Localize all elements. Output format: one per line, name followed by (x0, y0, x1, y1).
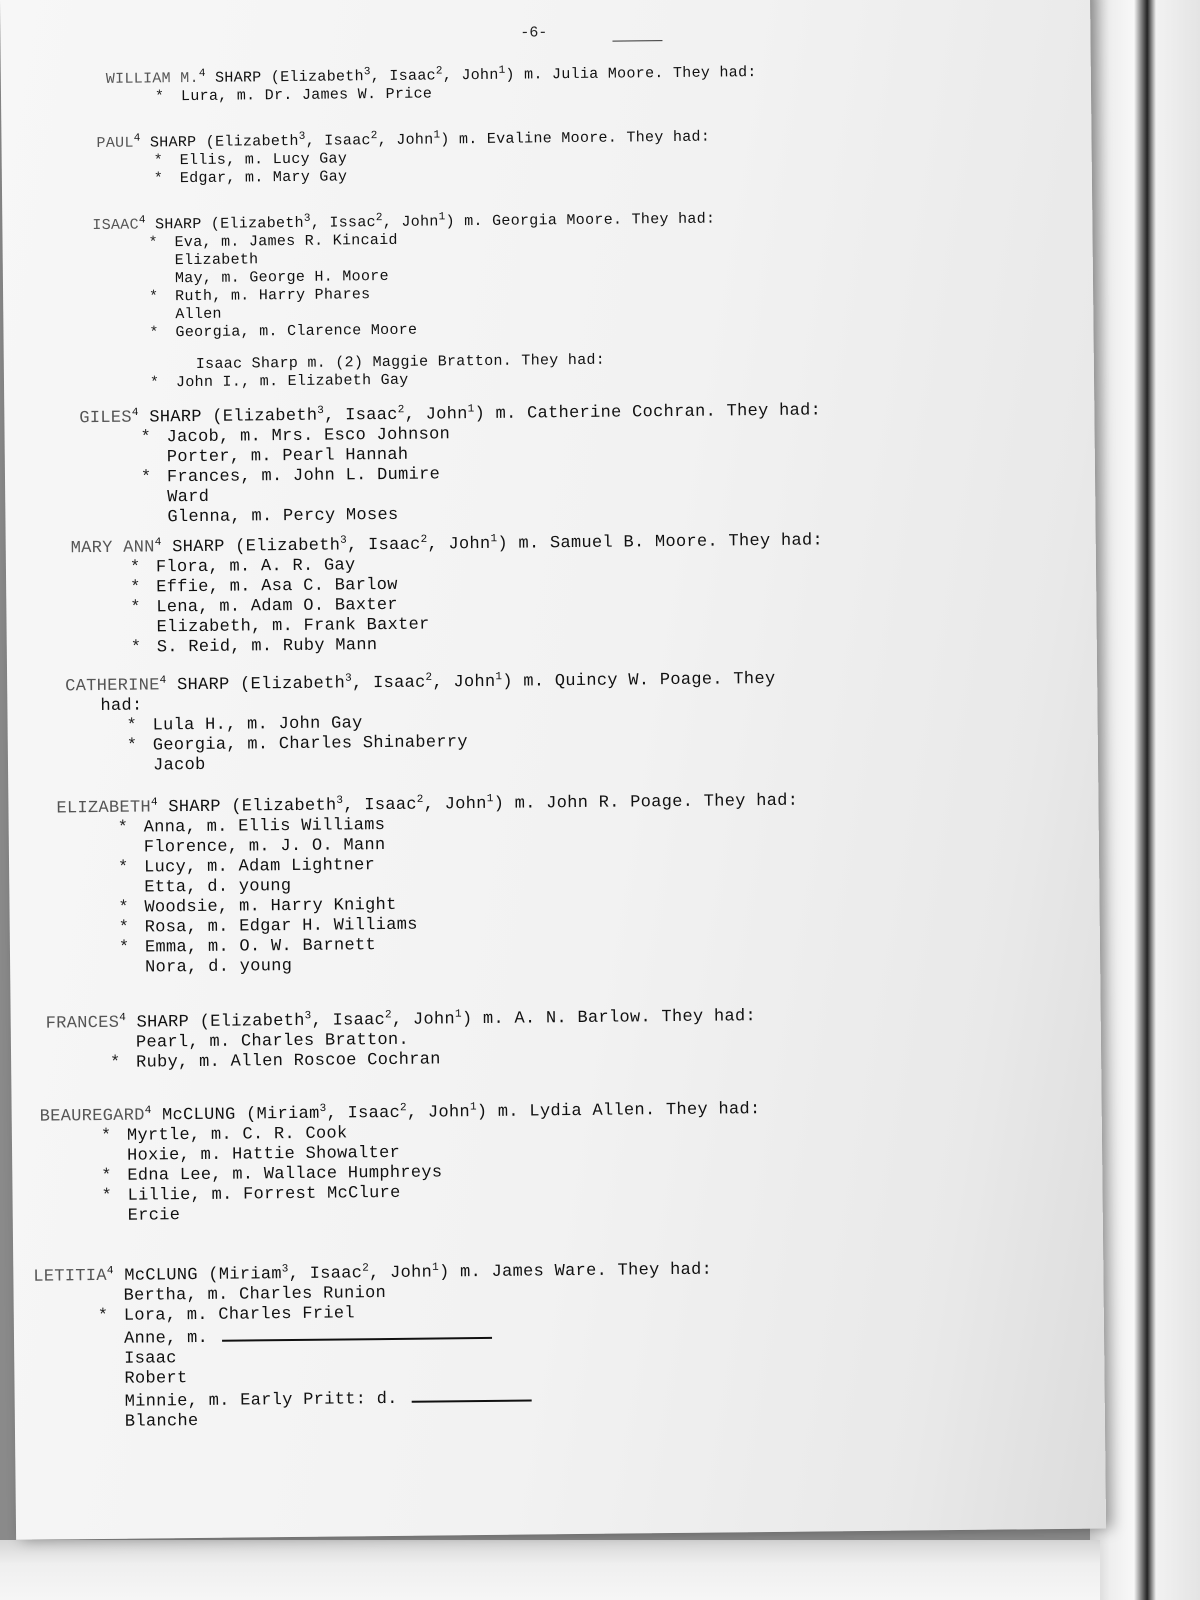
generation-marker: 1 (467, 403, 475, 416)
generation-marker: 3 (304, 1010, 312, 1023)
generation-marker: 4 (150, 796, 158, 809)
generation-marker: 2 (425, 671, 433, 684)
star-marker: * (148, 234, 158, 252)
child-name: Emma, m. O. W. Barnett (144, 936, 377, 958)
star-marker: * (100, 1126, 112, 1147)
lineage-text: , Issac (310, 214, 377, 232)
generation-marker: 2 (370, 130, 378, 143)
lineage-text: McCLUNG (Miriam (151, 1104, 320, 1126)
generation-marker: 2 (384, 1009, 392, 1022)
generation-marker: 3 (319, 1102, 327, 1116)
second-marriage-text: Isaac Sharp m. (2) Maggie Bratton. They had: (195, 351, 606, 373)
child-name: Georgia, m. Clarence Moore (175, 321, 418, 342)
marriage-text: ) m. Evaline Moore. They had: (440, 128, 711, 149)
marriage-text: ) m. Julia Moore. They had: (505, 64, 757, 84)
marriage-text: ) m. Samuel B. Moore. They had: (497, 531, 824, 554)
parent-name: ELIZABETH (56, 798, 152, 819)
generation-marker: 1 (454, 1008, 462, 1021)
generation-marker: 4 (198, 67, 206, 80)
lineage-text: , Isaac (305, 132, 371, 150)
child-name: Blanche (124, 1412, 199, 1432)
lineage-text: SHARP (Elizabeth (205, 68, 364, 87)
generation-marker: 3 (317, 404, 325, 418)
family-entry (96, 129, 710, 189)
star-marker: * (149, 288, 159, 306)
generation-marker: 3 (298, 130, 306, 143)
child-name: Nora, d. young (145, 956, 293, 978)
child-name: Isaac (124, 1349, 177, 1369)
star-marker: * (153, 170, 164, 188)
lineage-text: , Isaac (326, 1103, 401, 1124)
lineage-text: , Isaac (324, 405, 398, 426)
child-name: Edna Lee, m. Wallace Humphreys (127, 1163, 443, 1186)
generation-marker: 2 (375, 212, 383, 225)
child-name: May, m. George H. Moore (174, 267, 389, 288)
marriage-text: ) m. Georgia Moore. They had: (445, 210, 716, 231)
generation-marker: 1 (438, 211, 446, 224)
generation-marker: 1 (433, 129, 441, 142)
parent-name: LETITIA (33, 1266, 107, 1287)
generation-marker: 2 (362, 1262, 370, 1275)
generation-marker: 1 (490, 533, 498, 546)
child-name: Ellis, m. Lucy Gay (179, 150, 348, 170)
blank-line (222, 1323, 492, 1342)
child-name: Ruby, m. Allen Roscoe Cochran (136, 1050, 441, 1073)
family-entry (33, 1261, 713, 1434)
child-name: Porter, m. Pearl Hannah (166, 445, 409, 468)
star-marker: * (153, 152, 164, 170)
lineage-text: , John (442, 66, 499, 85)
child-name: Lura, m. Dr. James W. Price (180, 85, 433, 106)
generation-marker: 1 (498, 64, 506, 77)
generation-marker: 4 (154, 536, 162, 549)
lineage-text: , Isaac (288, 1264, 363, 1285)
child-name: Lora, m. Charles Friel (123, 1304, 355, 1326)
generation-marker: 2 (399, 1102, 407, 1115)
parent-name: BEAUREGARD (39, 1106, 145, 1127)
generation-marker: 2 (435, 65, 443, 78)
star-marker: * (149, 374, 160, 392)
generation-marker: 4 (119, 1012, 127, 1025)
child-name: Anne, m. (123, 1328, 209, 1349)
lineage-text: , John (423, 794, 487, 815)
generation-marker: 3 (303, 212, 311, 225)
family-entry (65, 670, 776, 777)
generation-marker: 2 (416, 793, 424, 807)
child-name: Ward (167, 487, 210, 508)
child-name: Robert (124, 1369, 188, 1389)
generation-marker: 1 (432, 1261, 440, 1274)
lineage-text: , John (406, 1103, 471, 1123)
binder-edge (1090, 0, 1200, 1600)
lineage-text: SHARP (Elizabeth (157, 796, 337, 818)
lineage-text: SHARP (Elizabeth (138, 406, 318, 428)
marriage-text: ) m. A. N. Barlow. They had: (461, 1007, 757, 1030)
lineage-text: , Isaac (343, 795, 417, 816)
child-name: Jacob, m. Mrs. Esco Johnson (166, 425, 451, 448)
star-marker: * (140, 428, 152, 448)
page-bottom-edge (0, 1540, 1100, 1600)
child-name: Woodsie, m. Harry Knight (144, 895, 397, 918)
lineage-text: SHARP (Elizabeth (126, 1011, 305, 1033)
star-marker: * (126, 716, 138, 736)
child-name: Lillie, m. Forrest McClure (127, 1183, 401, 1206)
generation-marker: 4 (144, 1104, 152, 1117)
generation-marker: 4 (133, 132, 141, 145)
lineage-text: , John (369, 1263, 433, 1284)
star-marker: * (130, 598, 141, 618)
child-name: Georgia, m. Charles Shinaberry (152, 733, 468, 756)
lineage-text: , Isaac (351, 673, 426, 694)
marriage-text: ) m. James Ware. They had: (438, 1260, 713, 1283)
marriage-text: ) m. Quincy W. Poage. They (502, 669, 776, 692)
child-name: Edgar, m. Mary Gay (179, 168, 348, 188)
star-marker: * (118, 938, 130, 958)
child-name: S. Reid, m. Ruby Mann (156, 636, 378, 658)
child-name: Hoxie, m. Hattie Showalter (127, 1143, 401, 1166)
generation-marker: 1 (495, 671, 503, 684)
family-entry (56, 792, 800, 980)
parent-name: WILLIAM M. (105, 69, 199, 88)
lineage-text: , John (404, 405, 468, 425)
child-name: Elizabeth, m. Frank Baxter (156, 615, 430, 638)
page-number-rule (612, 40, 662, 42)
child-name: Lucy, m. Adam Lightner (143, 856, 376, 878)
blank-line (412, 1386, 532, 1403)
star-marker: * (117, 818, 129, 838)
star-marker: * (101, 1166, 112, 1187)
child-name: Eva, m. James R. Kincaid (174, 231, 398, 252)
parent-name: FRANCES (45, 1013, 120, 1034)
generation-marker: 3 (345, 672, 353, 685)
child-name: Myrtle, m. C. R. Cook (126, 1124, 348, 1146)
lineage-text: , John (382, 213, 439, 232)
family-entry (46, 1007, 757, 1074)
child-name: Glenna, m. Percy Moses (167, 505, 399, 528)
star-marker: * (130, 578, 141, 598)
generation-marker: 1 (486, 793, 494, 806)
child-name: Elizabeth (174, 251, 259, 270)
family-entry (40, 1100, 762, 1228)
lineage-text: , John (391, 1010, 456, 1030)
child-name: Effie, m. Asa C. Barlow (156, 575, 398, 598)
generation-marker: 3 (336, 794, 344, 807)
child-name: Ruth, m. Harry Phares (175, 286, 371, 306)
child-name: Bertha, m. Charles Runion (123, 1284, 387, 1306)
lineage-text: McCLUNG (Miriam (113, 1265, 282, 1286)
lineage-text: , John (427, 534, 491, 555)
star-marker: * (110, 1053, 121, 1073)
child-name: John I., m. Elizabeth Gay (175, 371, 409, 392)
generation-marker: 3 (281, 1263, 289, 1276)
child-name: Flora, m. A. R. Gay (155, 556, 356, 578)
page-number: -6- (520, 24, 548, 42)
child-name: Pearl, m. Charles Bratton. (135, 1030, 410, 1053)
parent-name: PAUL (96, 134, 134, 152)
star-marker: * (97, 1306, 109, 1327)
generation-marker: 2 (397, 404, 405, 417)
star-marker: * (101, 1186, 113, 1207)
child-name: Lena, m. Adam O. Baxter (156, 595, 399, 618)
star-marker: * (140, 468, 152, 488)
generation-marker: 4 (131, 406, 139, 419)
generation-marker: 2 (420, 533, 428, 546)
they-had-text: had: (100, 696, 143, 716)
child-name: Allen (175, 305, 222, 324)
child-name: Florence, m. J. O. Mann (143, 836, 386, 858)
lineage-text: , John (377, 131, 434, 150)
family-entry (79, 401, 822, 529)
lineage-text: , John (432, 672, 496, 693)
marriage-text: ) m. Lydia Allen. They had: (476, 1100, 761, 1123)
family-entry (71, 531, 824, 659)
star-marker: * (118, 898, 130, 918)
star-marker: * (149, 324, 159, 342)
star-marker: * (118, 918, 130, 938)
child-name: Etta, d. young (144, 876, 292, 898)
child-name: Minnie, m. Early Pritt: d. (124, 1389, 398, 1412)
child-name: Jacob (152, 755, 206, 776)
lineage-text: , Isaac (346, 535, 421, 556)
star-marker: * (154, 88, 165, 106)
star-marker: * (117, 858, 129, 878)
lineage-text: SHARP (Elizabeth (166, 674, 346, 696)
generation-marker: 3 (363, 66, 371, 79)
star-marker: * (129, 558, 141, 578)
lineage-text: , Isaac (370, 67, 436, 86)
generation-marker: 1 (469, 1101, 477, 1114)
child-name: Frances, m. John L. Dumire (166, 465, 441, 488)
generation-marker: 4 (159, 674, 167, 687)
child-name: Anna, m. Ellis Williams (143, 816, 386, 838)
parent-name: MARY ANN (70, 538, 155, 559)
lineage-text: SHARP (Elizabeth (145, 214, 304, 234)
parent-name: ISAAC (92, 216, 139, 235)
parent-name: CATHERINE (65, 676, 160, 697)
marriage-text: ) m. Catherine Cochran. They had: (474, 401, 822, 425)
family-entry (106, 64, 757, 107)
star-marker: * (130, 638, 142, 658)
lineage-text: , Isaac (311, 1011, 386, 1031)
star-marker: * (126, 736, 138, 756)
generation-marker: 4 (138, 214, 146, 227)
lineage-text: SHARP (Elizabeth (161, 536, 341, 558)
generation-marker: 4 (106, 1265, 114, 1278)
family-entry (92, 211, 717, 394)
parent-name: GILES (79, 408, 133, 429)
generation-marker: 3 (340, 534, 348, 547)
child-name: Ercie (127, 1206, 181, 1226)
marriage-text: ) m. John R. Poage. They had: (493, 791, 799, 814)
child-name: Rosa, m. Edgar H. Williams (144, 915, 418, 938)
child-name: Lula H., m. John Gay (152, 714, 363, 736)
lineage-text: SHARP (Elizabeth (140, 132, 299, 152)
